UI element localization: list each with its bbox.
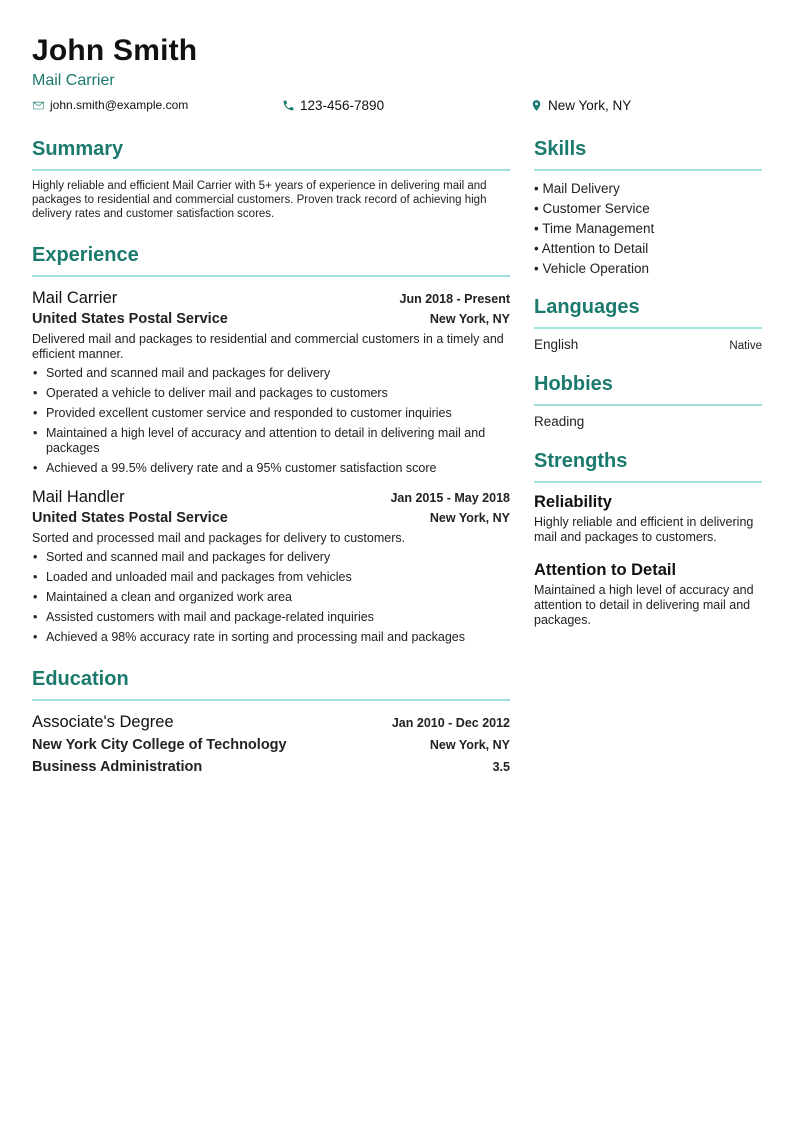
skill-item: • Attention to Detail: [534, 239, 762, 259]
education-entry: [32, 711, 510, 778]
education-heading: Education: [32, 665, 510, 701]
contact-row: [32, 98, 762, 118]
strength-description: Highly reliable and efficient in delivering mail and packages to customers.: [534, 515, 754, 544]
right-column: [534, 135, 762, 628]
skills-heading: Skills: [534, 135, 762, 171]
experience-section: [32, 241, 510, 645]
strength-title: Reliability: [534, 493, 612, 511]
strengths-heading: Strengths: [534, 447, 762, 483]
job-bullet: • Sorted and scanned mail and packages for delivery: [32, 550, 510, 565]
job-company: United States Postal Service: [32, 510, 228, 526]
job-bullet: • Loaded and unloaded mail and packages from vehicles: [32, 570, 510, 585]
languages-section: [534, 293, 762, 352]
job-bullet: • Operated a vehicle to deliver mail and packages to customers: [32, 386, 510, 401]
left-column: [32, 135, 510, 778]
job-bullets: [32, 550, 510, 645]
education-section: [32, 665, 510, 778]
job-bullet: • Achieved a 99.5% delivery rate and a 95% customer satisfaction score: [32, 461, 510, 476]
experience-heading: Experience: [32, 241, 510, 277]
email-icon: [32, 99, 45, 112]
job-description: Sorted and processed mail and packages for delivery to customers.: [32, 531, 406, 545]
hobby-item: Reading: [534, 414, 585, 429]
strength-item: [534, 491, 762, 545]
job-title: Mail Handler: [32, 488, 125, 506]
email-text: john.smith@example.com: [50, 98, 189, 112]
strengths-section: [534, 447, 762, 628]
field-of-study: Business Administration: [32, 759, 203, 775]
job-dates: Jun 2018 - Present: [399, 292, 510, 306]
strength-item: [534, 559, 762, 628]
job-title: Mail Carrier: [32, 289, 118, 307]
phone-icon: [282, 99, 295, 112]
job-bullet: • Provided excellent customer service and responded to customer inquiries: [32, 406, 510, 421]
summary-section: [32, 135, 510, 221]
skill-item: • Mail Delivery: [534, 179, 762, 199]
strength-title: Attention to Detail: [534, 561, 677, 579]
skill-item: • Customer Service: [534, 199, 762, 219]
job-location: New York, NY: [429, 312, 510, 326]
contact-location: [530, 98, 631, 113]
hobbies-heading: Hobbies: [534, 370, 762, 406]
job-dates: Jan 2015 - May 2018: [390, 491, 510, 505]
job-company: United States Postal Service: [32, 311, 228, 327]
skills-list: [534, 179, 762, 279]
language-name: English: [534, 337, 579, 352]
school: New York City College of Technology: [32, 737, 287, 753]
location-text: New York, NY: [548, 98, 632, 113]
job-bullets: [32, 366, 510, 476]
school-location: New York, NY: [429, 738, 510, 752]
location-pin-icon: [530, 99, 543, 112]
job-description: Delivered mail and packages to residential and commercial customers in a timely and efficient manner.: [32, 332, 504, 361]
summary-heading: Summary: [32, 135, 510, 171]
skill-item: • Time Management: [534, 219, 762, 239]
job-entry: [32, 287, 510, 476]
job-entry: [32, 486, 510, 645]
phone-text: 123-456-7890: [300, 98, 385, 113]
gpa: 3.5: [492, 760, 510, 774]
languages-heading: Languages: [534, 293, 762, 329]
job-title-header: Mail Carrier: [32, 72, 115, 89]
strength-description: Maintained a high level of accuracy and attention to detail in delivering mail and packages.: [534, 583, 754, 627]
job-location: New York, NY: [429, 511, 510, 525]
job-bullet: • Maintained a high level of accuracy and attention to detail in delivering mail and packages: [32, 426, 510, 456]
language-level: Native: [729, 340, 762, 352]
summary-text: Highly reliable and efficient Mail Carrier with 5+ years of experience in delivering mail and packages to residential and commercial customers. Proven track record of achieving high delivery rates and customer satisfaction scores.: [32, 180, 487, 220]
contact-phone[interactable]: [282, 98, 384, 113]
hobbies-section: [534, 370, 762, 429]
education-dates: Jan 2010 - Dec 2012: [391, 716, 510, 730]
job-bullet: • Maintained a clean and organized work area: [32, 590, 510, 605]
skills-section: [534, 135, 762, 279]
language-item: [534, 337, 762, 352]
job-bullet: • Assisted customers with mail and package-related inquiries: [32, 610, 510, 625]
job-bullet: • Achieved a 98% accuracy rate in sorting and processing mail and packages: [32, 630, 510, 645]
skill-item: • Vehicle Operation: [534, 259, 762, 279]
contact-email[interactable]: [32, 98, 188, 112]
job-bullet: • Sorted and scanned mail and packages for delivery: [32, 366, 510, 381]
degree: Associate's Degree: [32, 713, 174, 731]
candidate-name: John Smith: [32, 34, 198, 67]
